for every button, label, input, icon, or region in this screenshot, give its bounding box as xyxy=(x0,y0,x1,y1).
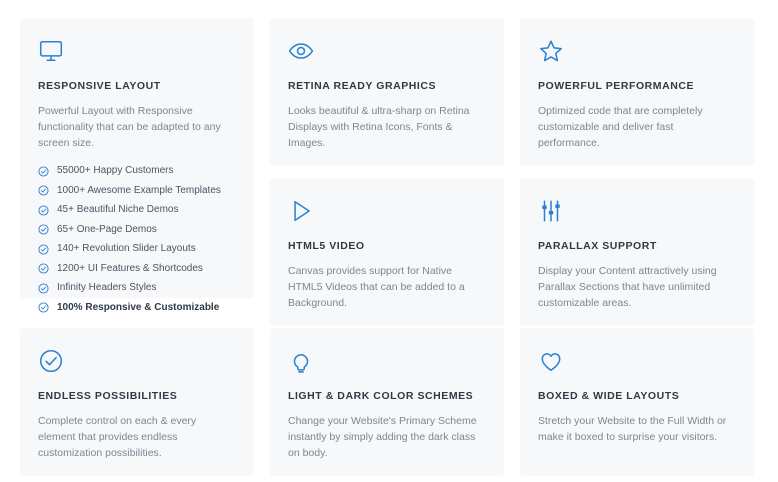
card-html5-video[interactable] xyxy=(270,178,504,326)
card-responsive-layout[interactable] xyxy=(20,18,254,313)
card-powerful-performance[interactable] xyxy=(520,18,754,166)
feature-list xyxy=(38,165,236,314)
card-title: ENDLESS POSSIBILITIES xyxy=(38,390,178,402)
check-circle-icon xyxy=(38,185,49,196)
card-retina-ready-graphics[interactable] xyxy=(270,18,504,166)
monitor-icon xyxy=(38,38,64,64)
card-title: LIGHT & DARK COLOR SCHEMES xyxy=(288,390,474,402)
card-title: RESPONSIVE LAYOUT xyxy=(38,80,161,92)
play-icon xyxy=(288,198,314,224)
card-description: Looks beautiful & ultra-sharp on Retina Displays with Retina Icons, Fonts & Images. xyxy=(288,104,470,150)
card-title: BOXED & WIDE LAYOUTS xyxy=(538,390,680,402)
list-item-label: 1000+ Awesome Example Templates xyxy=(57,184,221,196)
card-description: Powerful Layout with Responsive functionality that can be adapted to any screen size. xyxy=(38,104,221,150)
card-description: Change your Website's Primary Scheme instantly by simply adding the dark class on body. xyxy=(288,414,477,460)
card-title: POWERFUL PERFORMANCE xyxy=(538,80,695,92)
card-description: Stretch your Website to the Full Width or make it boxed to surprise your visitors. xyxy=(538,414,727,443)
list-item xyxy=(38,204,236,216)
list-item xyxy=(38,224,236,236)
list-item xyxy=(38,302,236,314)
eye-icon xyxy=(288,38,314,64)
card-title: RETINA READY GRAPHICS xyxy=(288,80,437,92)
card-title: PARALLAX SUPPORT xyxy=(538,240,657,252)
card-boxed-wide-layouts[interactable] xyxy=(520,328,754,476)
list-item xyxy=(38,282,236,294)
card-description: Optimized code that are completely customizable and deliver fast performance. xyxy=(538,104,703,150)
card-light-dark-color-schemes[interactable] xyxy=(270,328,504,476)
list-item-label: 100% Responsive & Customizable xyxy=(57,301,220,313)
card-parallax-support[interactable] xyxy=(520,178,754,326)
check-circle-icon xyxy=(38,244,49,255)
check-circle-icon xyxy=(38,224,49,235)
list-item xyxy=(38,185,236,197)
list-item-label: 55000+ Happy Customers xyxy=(57,165,174,177)
check-circle-icon xyxy=(38,205,49,216)
card-endless-possibilities[interactable] xyxy=(20,328,254,476)
lightbulb-icon xyxy=(288,348,314,374)
list-item-label: 1200+ UI Features & Shortcodes xyxy=(57,262,203,274)
sliders-icon xyxy=(538,198,564,224)
star-icon xyxy=(538,38,564,64)
check-circle-icon xyxy=(38,283,49,294)
list-item-label: 140+ Revolution Slider Layouts xyxy=(57,243,196,255)
list-item xyxy=(38,243,236,255)
check-circle-icon xyxy=(38,166,49,177)
check-circle-icon xyxy=(38,348,64,374)
card-description: Canvas provides support for Native HTML5 Videos that can be added to a Background. xyxy=(288,264,465,310)
list-item xyxy=(38,263,236,275)
list-item-label: 65+ One-Page Demos xyxy=(57,223,157,235)
check-circle-icon xyxy=(38,302,49,313)
card-description: Complete control on each & every element that provides endless customization possibilities. xyxy=(38,414,197,460)
card-description: Display your Content attractively using Parallax Sections that have unlimited customizable areas. xyxy=(538,264,717,310)
card-title: HTML5 VIDEO xyxy=(288,240,365,252)
list-item-label: Infinity Headers Styles xyxy=(57,282,157,294)
list-item-label: 45+ Beautiful Niche Demos xyxy=(57,204,179,216)
check-circle-icon xyxy=(38,263,49,274)
heart-icon xyxy=(538,348,564,374)
list-item xyxy=(38,165,236,177)
